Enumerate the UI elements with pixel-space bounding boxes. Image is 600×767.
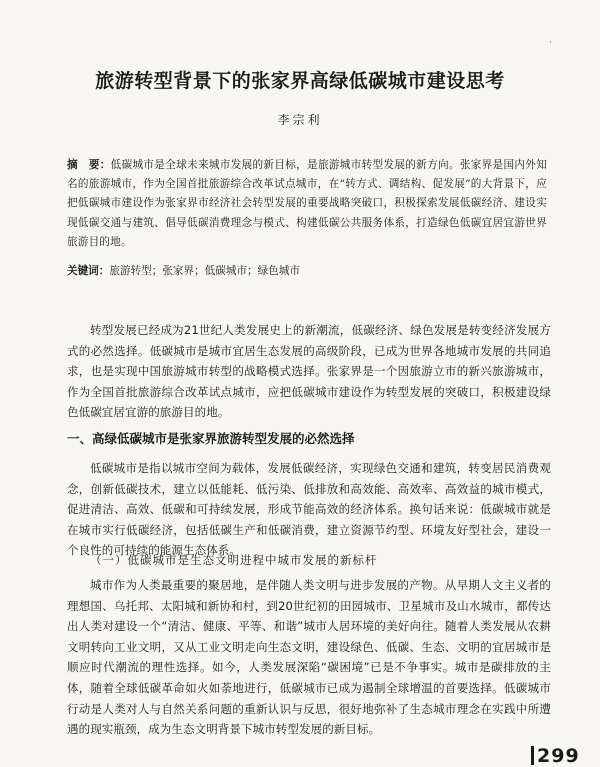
- page-number: 299: [537, 745, 580, 767]
- abstract-text: 低碳城市是全球未来城市发展的新目标，是旅游城市转型发展的新方向。张家界是国内外知名的旅游城市，作为全国首批旅游综合改革试点城市，在“转方式、调结构、促发展”的大背景下，应把低碳城市建设作为张家界市经济社会转型发展的重要战略突破口，积极探索发展低碳经济、建设实现低碳交通与建筑、倡导低碳消费理念与模式、构建低碳公共服务体系，打造绿色低碳宜居宜游世界旅游目的地。: [67, 159, 547, 248]
- keywords-label: 关键词：: [67, 265, 110, 277]
- keywords-text: 旅游转型；张家界；低碳城市；绿色城市: [109, 265, 301, 277]
- author-name: 李宗利: [277, 113, 323, 127]
- intro-paragraph: 转型发展已经成为21世纪人类发展史上的新潮流，低碳经济、绿色发展是转变经济发展方式的必然选择。低碳城市是城市宜居生态发展的高级阶段，已成为世界各地城市发展的共同追求，也是实现中国旅游城市转型的战略模式选择。张家界是一个因旅游立市的新兴旅游城市，作为全国首批旅游综合改革试点城市，应把低碳城市建设作为转型发展的突破口，积极建设绿色低碳宜居宜游的旅游目的地。: [67, 323, 551, 420]
- subsection-heading: （一）低碳城市是生态文明进程中城市发展的新标杆: [90, 553, 378, 567]
- section-paragraph: 低碳城市是指以城市空间为载体，发展低碳经济，实现绿色交通和建筑，转变居民消费观念，创新低碳技术，建立以低能耗、低污染、低排放和高效能、高效率、高效益的城市模式，促进清洁、高效、低碳和可持续发展，形成节能高效的经济体系。换句话来说：低碳城市就是在城市实行低碳经济，包括低碳生产和低碳消费，建立资源节约型、环境友好型社会，建设一个良性的可持续的能源生态体系。: [67, 461, 551, 558]
- page-number-bar: [531, 746, 534, 765]
- section-heading: 一、高绿低碳城市是张家界旅游转型发展的必然选择: [67, 431, 355, 446]
- keywords: [67, 262, 547, 281]
- abstract: [67, 156, 547, 252]
- abstract-label: 摘 要：: [67, 159, 111, 171]
- subsection-paragraph: 城市作为人类最重要的聚居地，是伴随人类文明与进步发展的产物。从早期人文主义者的理想国、乌托邦、太阳城和新协和村，到20世纪初的田园城市、卫星城市及山水城市，都传达出人类对建设一个“清洁、健康、平等、和谐”城市人居环境的美好向往。随着人类发展从农耕文明转向工业文明，又从工业文明走向生态文明，建设绿色、低碳、生态、文明的宜居城市是顺应时代潮流的理性选择。如今，人类发展深陷“碳困境”已是不争事实。城市是碳排放的主体，随着全球低碳革命如火如荼地进行，低碳城市已成为遏制全球增温的首要选择。低碳城市行动是人类对人与自然关系问题的重新认识与反思，很好地弥补了生态城市理念在实践中所遭遇的现实瓶颈，成为生态文明背景下城市转型发展的新目标。: [67, 578, 551, 737]
- corner-mark: ·: [549, 38, 552, 48]
- article-title: 旅游转型背景下的张家界高绿低碳城市建设思考: [95, 70, 505, 92]
